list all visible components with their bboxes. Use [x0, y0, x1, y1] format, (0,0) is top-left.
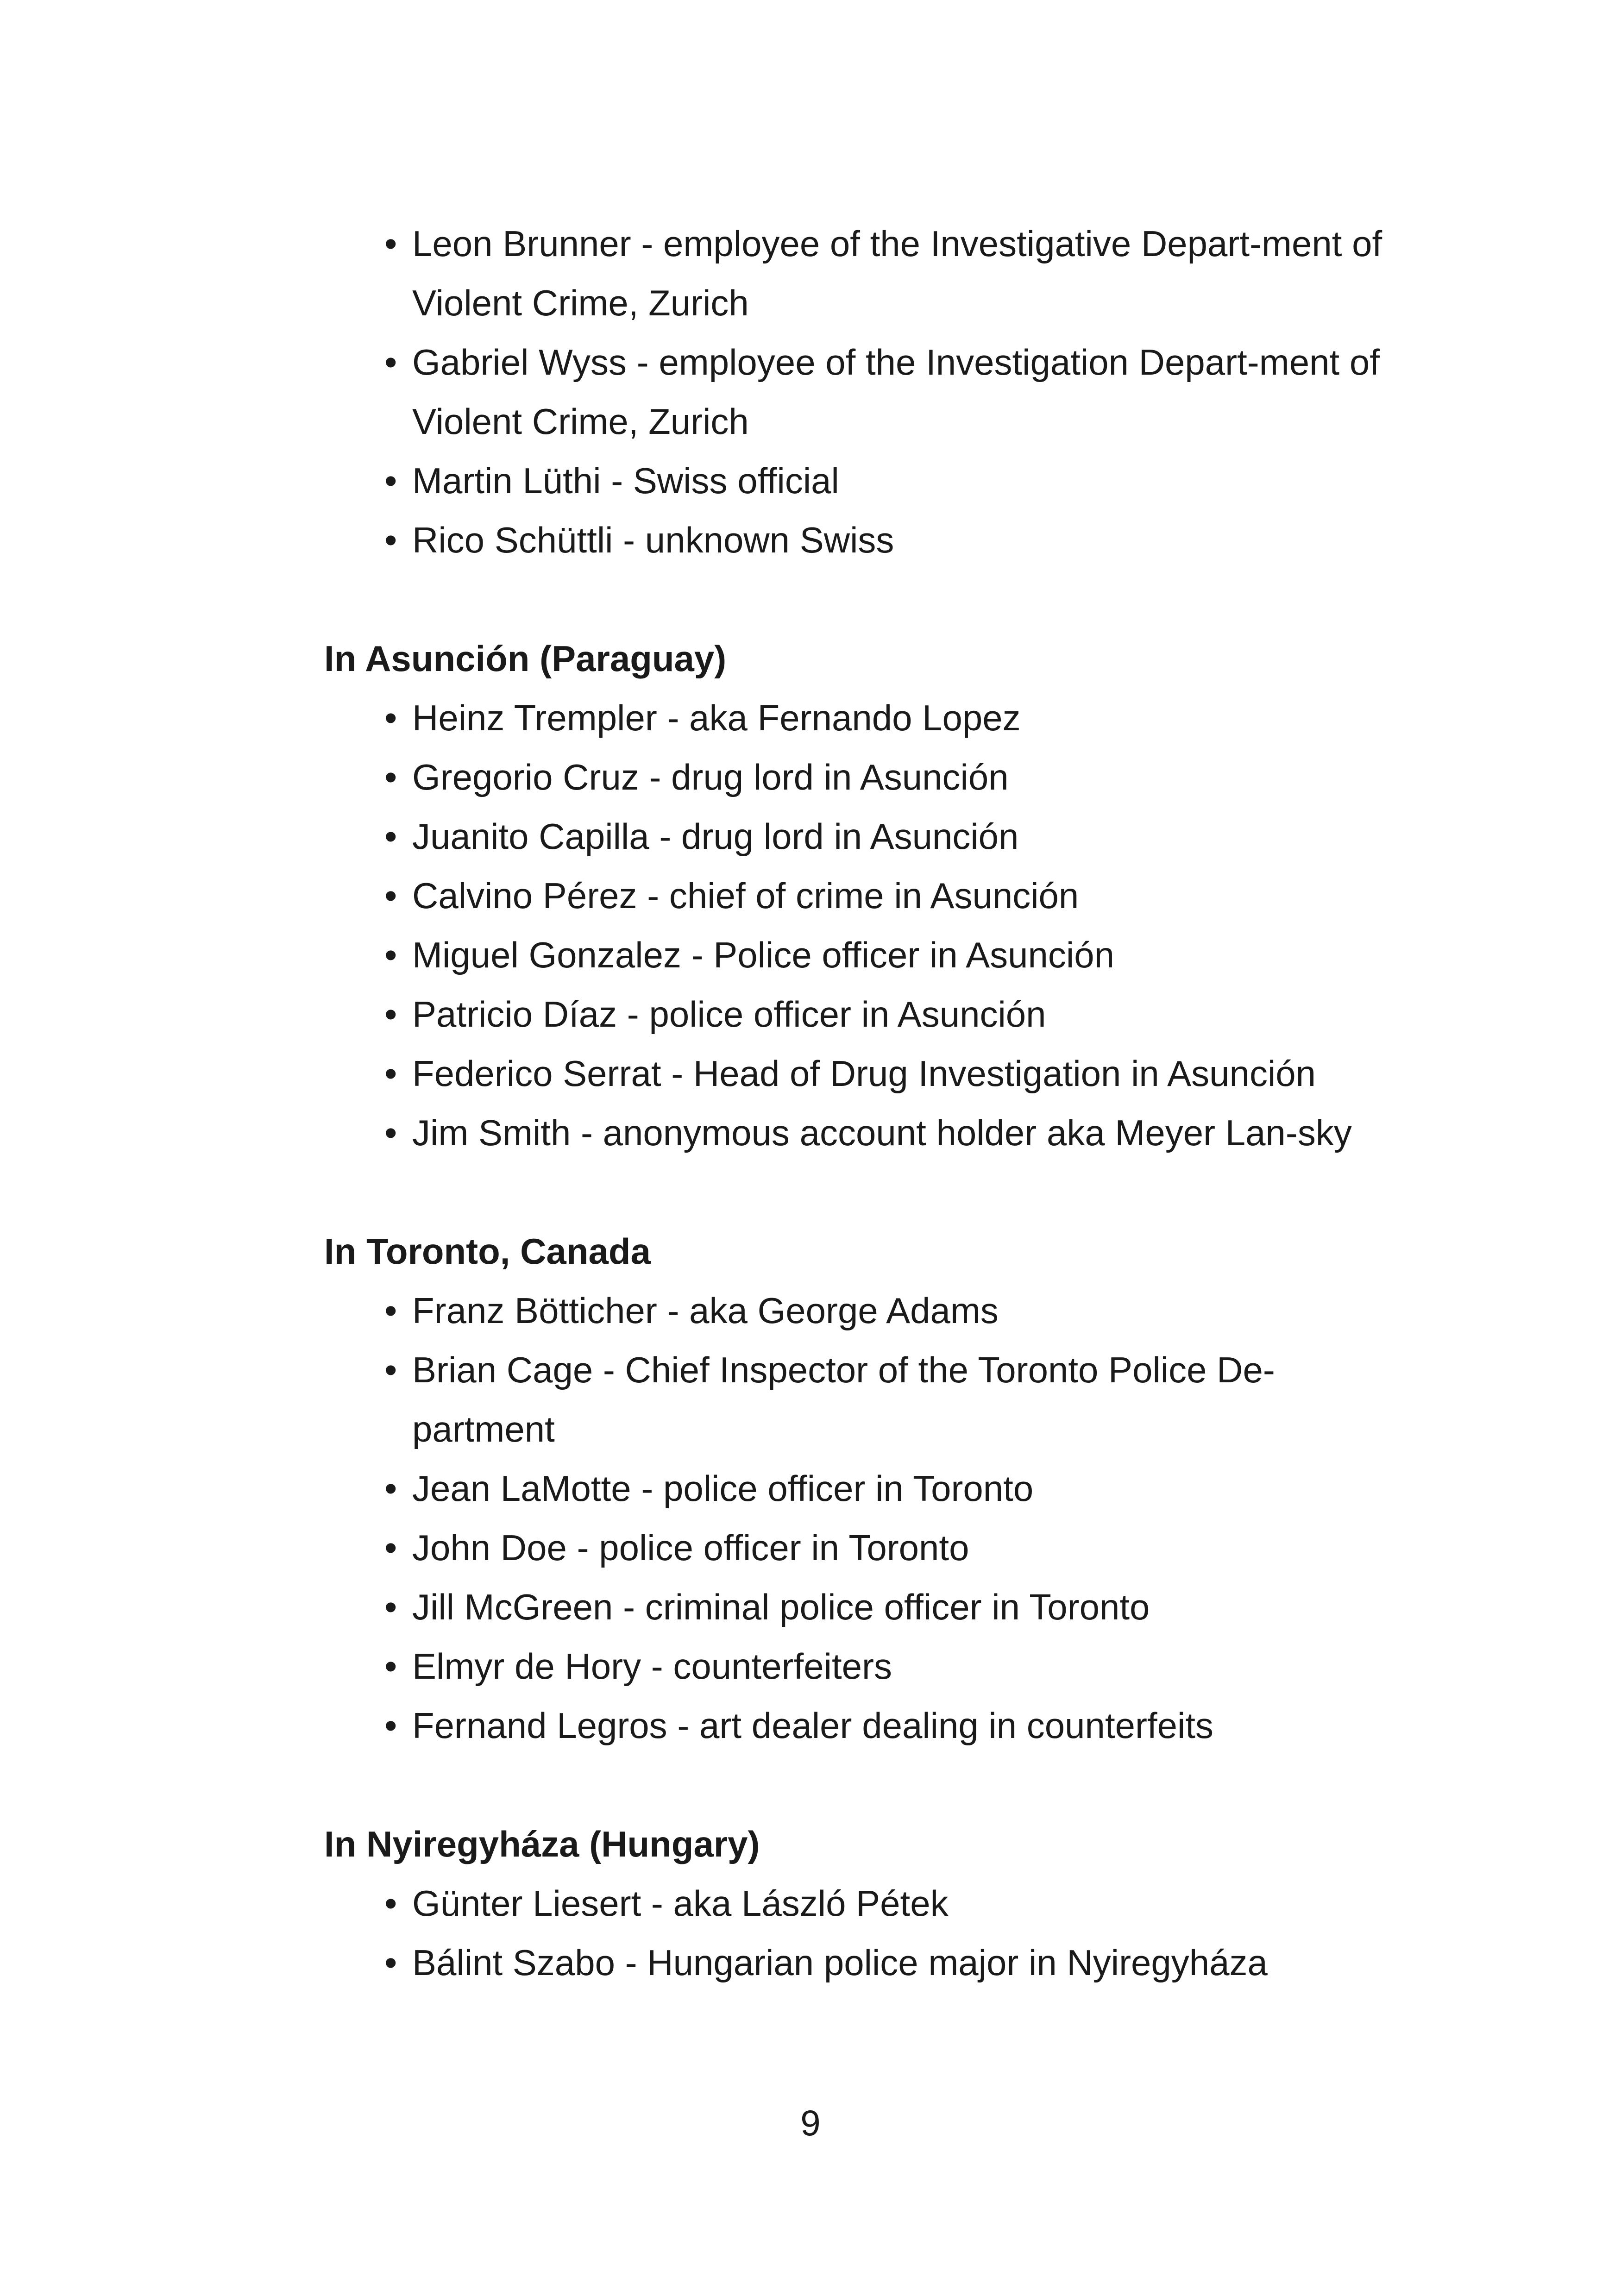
list-item: [384, 1933, 1403, 1992]
list-item: [384, 1518, 1403, 1577]
bullet-icon: •: [384, 1646, 397, 1687]
bullet-icon: •: [384, 875, 397, 916]
list-item: [384, 451, 1403, 510]
bullet-icon: •: [384, 697, 397, 738]
person-entry: Jean LaMotte - police officer in Toronto: [412, 1468, 1034, 1509]
bullet-icon: •: [384, 757, 397, 797]
page-number: 9: [800, 2102, 821, 2143]
bullet-icon: •: [384, 1587, 397, 1627]
bullet-icon: •: [384, 1290, 397, 1331]
list-item: [384, 747, 1403, 807]
bullet-icon: •: [384, 816, 397, 857]
list-item: [384, 688, 1403, 747]
person-entry: Patricio Díaz - police officer in Asunción: [412, 994, 1046, 1035]
section-heading: In Asunción (Paraguay): [324, 638, 727, 679]
person-entry: Jim Smith - anonymous account holder aka Meyer Lan-sky: [412, 1112, 1352, 1153]
list-item: [384, 1044, 1403, 1103]
list-item: [384, 332, 1403, 451]
section-heading: In Nyiregyháza (Hungary): [324, 1824, 760, 1864]
list-item: [384, 1281, 1403, 1340]
person-entry: Franz Bötticher - aka George Adams: [412, 1290, 999, 1331]
person-entry: Günter Liesert - aka László Pétek: [412, 1883, 949, 1924]
person-entry: Gregorio Cruz - drug lord in Asunción: [412, 757, 1009, 797]
bullet-icon: •: [384, 1112, 397, 1153]
bullet-icon: •: [384, 223, 397, 264]
list-item: [384, 925, 1403, 985]
person-entry: Fernand Legros - art dealer dealing in counterfeits: [412, 1705, 1214, 1746]
section-zurich-continued: [324, 214, 1403, 570]
person-entry: Gabriel Wyss - employee of the Investigation Depart-ment of Violent Crime, Zurich: [412, 342, 1380, 442]
person-entry: Martin Lüthi - Swiss official: [412, 460, 839, 501]
person-entry: Jill McGreen - criminal police officer in Toronto: [412, 1587, 1150, 1627]
list-item: [384, 510, 1403, 570]
person-entry: Leon Brunner - employee of the Investigative Depart-ment of Violent Crime, Zurich: [412, 223, 1382, 323]
list-item: [384, 985, 1403, 1044]
list-item: [384, 866, 1403, 925]
list-item: [384, 214, 1403, 332]
bullet-icon: •: [384, 1883, 397, 1924]
list-item: [384, 1103, 1403, 1162]
person-entry: Bálint Szabo - Hungarian police major in Nyiregyháza: [412, 1942, 1268, 1983]
person-entry: Rico Schüttli - unknown Swiss: [412, 520, 894, 560]
bullet-icon: •: [384, 935, 397, 975]
list-item: [384, 1874, 1403, 1933]
bullet-icon: •: [384, 1705, 397, 1746]
list-item: [384, 807, 1403, 866]
people-list: [324, 1874, 1403, 1992]
person-entry: Elmyr de Hory - counterfeiters: [412, 1646, 892, 1687]
bullet-icon: •: [384, 460, 397, 501]
page-content: [324, 214, 1403, 1992]
list-item: [384, 1637, 1403, 1696]
bullet-icon: •: [384, 520, 397, 560]
bullet-icon: •: [384, 1053, 397, 1094]
person-entry: Brian Cage - Chief Inspector of the Toronto Police De-partment: [412, 1349, 1275, 1449]
person-entry: Heinz Trempler - aka Fernando Lopez: [412, 697, 1021, 738]
people-list: [324, 688, 1403, 1162]
person-entry: Federico Serrat - Head of Drug Investigation in Asunción: [412, 1053, 1316, 1094]
section-heading: In Toronto, Canada: [324, 1231, 651, 1272]
person-entry: Juanito Capilla - drug lord in Asunción: [412, 816, 1019, 857]
bullet-icon: •: [384, 1942, 397, 1983]
list-item: [384, 1459, 1403, 1518]
list-item: [384, 1577, 1403, 1637]
list-item: [384, 1340, 1403, 1459]
section-asuncion: [324, 629, 1403, 1162]
section-nyiregyhaza: [324, 1814, 1403, 1992]
person-entry: Miguel Gonzalez - Police officer in Asunción: [412, 935, 1115, 975]
bullet-icon: •: [384, 1468, 397, 1509]
person-entry: Calvino Pérez - chief of crime in Asunción: [412, 875, 1079, 916]
people-list: [324, 214, 1403, 570]
list-item: [384, 1696, 1403, 1755]
people-list: [324, 1281, 1403, 1755]
bullet-icon: •: [384, 994, 397, 1035]
bullet-icon: •: [384, 1527, 397, 1568]
bullet-icon: •: [384, 342, 397, 383]
section-toronto: [324, 1222, 1403, 1755]
person-entry: John Doe - police officer in Toronto: [412, 1527, 969, 1568]
bullet-icon: •: [384, 1349, 397, 1390]
